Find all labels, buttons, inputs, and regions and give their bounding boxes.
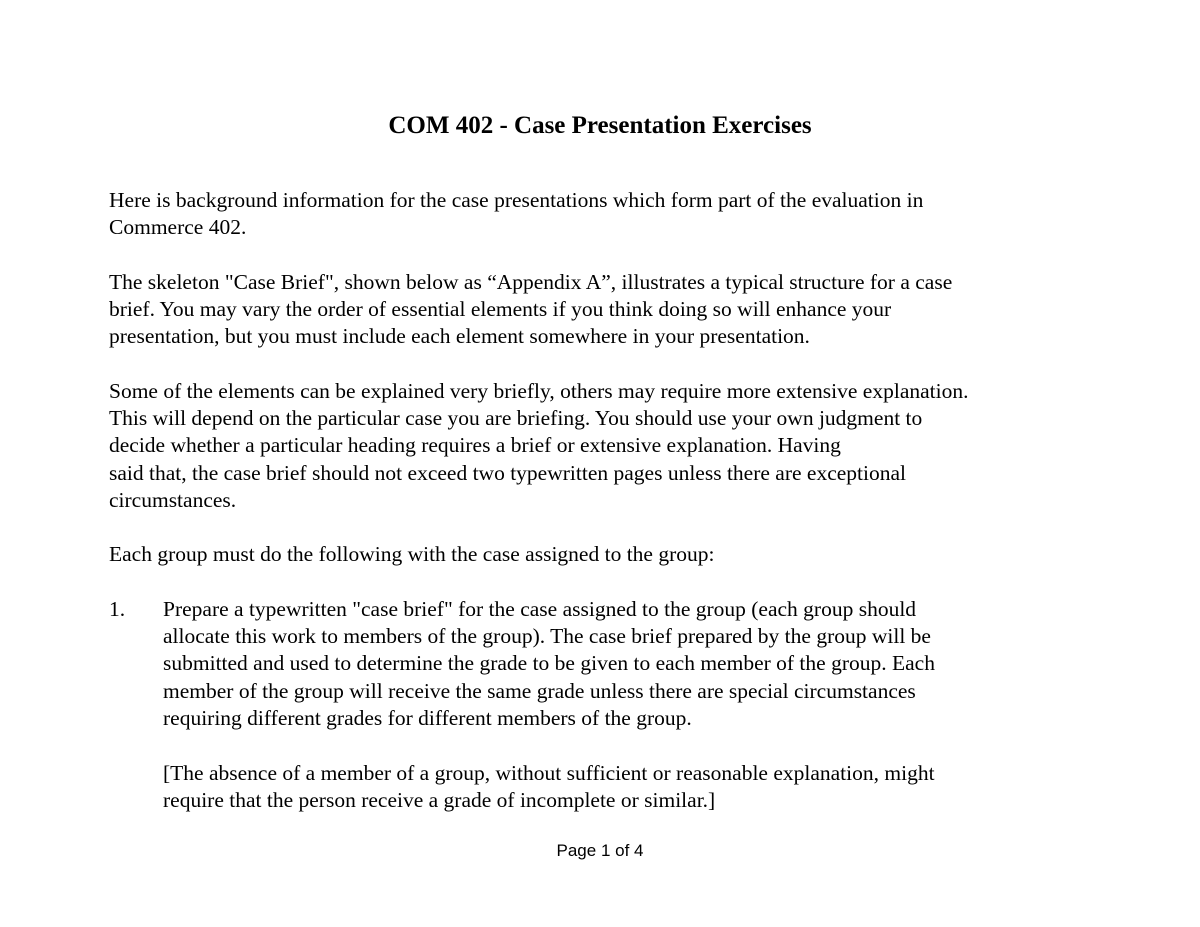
- list-item-note: [163, 760, 1093, 814]
- text-line: allocate this work to members of the group). The case brief prepared by the group will be: [163, 624, 931, 649]
- text-line: decide whether a particular heading requires a brief or extensive explanation. Having: [109, 433, 841, 458]
- text-line: Some of the elements can be explained very briefly, others may require more extensive explanation.: [109, 379, 969, 403]
- text-line: Prepare a typewritten "case brief" for the case assigned to the group (each group should: [163, 597, 917, 621]
- page-number-footer: Page 1 of 4: [556, 841, 644, 860]
- text-line: This will depend on the particular case you are briefing. You should use your own judgment to: [109, 406, 923, 431]
- text-line: [The absence of a member of a group, without sufficient or reasonable explanation, might: [163, 761, 935, 785]
- text-line: Here is background information for the case presentations which form part of the evaluation in: [109, 188, 924, 212]
- text-line: presentation, but you must include each element somewhere in your presentation.: [109, 324, 810, 349]
- page-title: COM 402 - Case Presentation Exercises: [388, 112, 812, 139]
- paragraph-background: [109, 187, 1099, 241]
- text-line: Commerce 402.: [109, 215, 247, 240]
- paragraph-case-brief: [109, 269, 1099, 351]
- text-line: require that the person receive a grade of incomplete or similar.]: [163, 788, 716, 813]
- text-line: member of the group will receive the same grade unless there are special circumstances: [163, 678, 916, 703]
- text-line: circumstances.: [109, 487, 237, 512]
- text-line: The skeleton "Case Brief", shown below as “Appendix A”, illustrates a typical structure for a case: [109, 270, 953, 294]
- text-line: submitted and used to determine the grade to be given to each member of the group. Each: [163, 651, 935, 676]
- text-line: brief. You may vary the order of essential elements if you think doing so will enhance your: [109, 297, 892, 322]
- list-item-text: [163, 596, 1093, 732]
- paragraph-elements: [109, 378, 1099, 514]
- list-item-number: 1.: [109, 597, 126, 621]
- text-line: Each group must do the following with the case assigned to the group:: [109, 542, 715, 566]
- paragraph-group-tasks: [109, 541, 1099, 568]
- text-line: requiring different grades for different members of the group.: [163, 705, 692, 730]
- text-line: said that, the case brief should not exceed two typewritten pages unless there are exceptional: [109, 460, 907, 485]
